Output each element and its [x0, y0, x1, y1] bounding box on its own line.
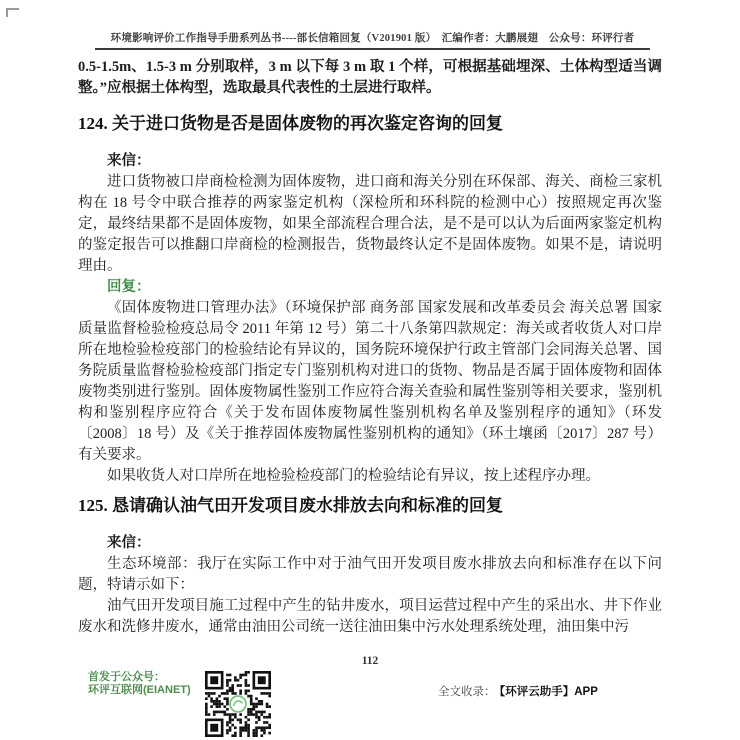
section-heading-124: 124. 关于进口货物是否是固体废物的再次鉴定咨询的回复: [78, 114, 503, 133]
page-number: 112: [361, 655, 379, 667]
header-title: 环境影响评价工作指导手册系列丛书----部长信箱回复（V201901 版） 汇编作者：大鹏展翅 公众号：环评行者: [110, 33, 635, 44]
letter-text-125-body: 油气田开发项目施工过程中产生的钻井废水，项目运营过程中产生的采出水、井下作业废水和洗修井废水，通常由油田公司统一送往油田集中污水处理系统处理，油田集中污: [78, 598, 662, 635]
qr-code-image: [205, 671, 271, 737]
footer-publisher-line1: 首发于公众号：: [88, 671, 165, 683]
letter-label-124: 来信：: [107, 153, 151, 169]
letter-text-124: 进口货物被口岸商检检测为固体废物，进口商和海关分别在环保部、海关、商检三家机构在 18 号令中联合推荐的两家鉴定机构（深检所和环科院的检测中心）按照规定再次鉴定，最终结果都不是固体废物，如果全部流程合理合法，是不是可以认为后面两家鉴定机构的鉴定报告可以推翻口岸商检的检测报告，货物最终认定不是固体废物。如果不是，请说明理由。: [78, 174, 662, 274]
letter-label-125: 来信：: [107, 535, 151, 551]
reply-text-124: 《固体废物进口管理办法》（环境保护部 商务部 国家发展和改革委员会 海关总署 国家质量监督检验检疫总局令 2011 年第 12 号）第二十八条第四款规定：海关或者收货人对口岸所在地检验检疫部门的检验结论有异议的，国务院环境保护行政主管部门会同海关总署、国务院质量监督检验检疫部门指定专门鉴别机构对进口的货物、物品是否属于固体废物和固体废物类别进行鉴别。固体废物属性鉴别工作应符合海关查验和属性鉴别等相关要求，鉴别机构和鉴别程序应符合《关于发布固体废物属性鉴别机构名单及鉴别程序的通知》（环发〔2008〕18 号）及《关于推荐固体废物属性鉴别机构的通知》（环土壤函〔2017〕287 号）有关要求。: [78, 300, 662, 463]
paragraph-continuation: 0.5-1.5m、1.5-3 m 分别取样，3 m 以下每 3 m 取 1 个样，可根据基础埋深、土体构型适当调整。”应根据土体构型，选取最具代表性的土层进行取样。: [78, 59, 662, 96]
letter-text-125-intro: 生态环境部：我厅在实际工作中对于油气田开发项目废水排放去向和标准存在以下问题，特请示如下：: [78, 556, 662, 593]
document-body: [78, 57, 662, 638]
reply-label-124: 回复：: [107, 279, 151, 295]
reply-closing-124: 如果收货人对口岸所在地检验检疫部门的检验结论有异议，按上述程序办理。: [107, 468, 600, 484]
scan-corner-mark: [6, 8, 19, 17]
footer-publisher: [88, 671, 191, 697]
section-heading-125: 125. 恳请确认油气田开发项目废水排放去向和标准的回复: [78, 496, 503, 515]
page-header: [95, 30, 650, 50]
footer-app-prefix: 全文收录：: [438, 686, 496, 698]
footer-publisher-line2: 环评互联网(EIANET): [88, 684, 191, 696]
footer-app-name: 【环评云助手】APP: [499, 686, 598, 698]
qr-code: [205, 671, 271, 737]
footer-app-note: [438, 683, 598, 699]
